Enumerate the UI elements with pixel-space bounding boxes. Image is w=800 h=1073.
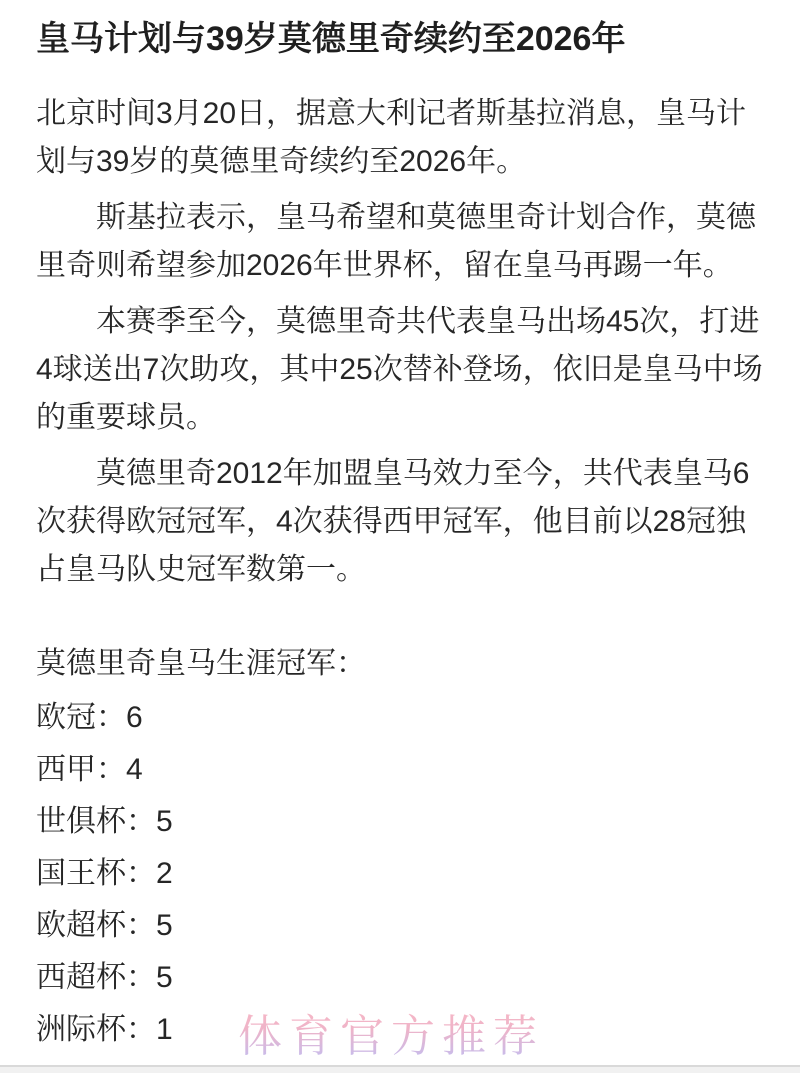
- paragraph-intro: 北京时间3月20日，据意大利记者斯基拉消息，皇马计划与39岁的莫德里奇续约至2026年。: [36, 97, 747, 178]
- trophy-colon: ：: [126, 909, 156, 942]
- trophy-value: 5: [156, 805, 173, 838]
- trophy-colon: ：: [126, 1013, 156, 1046]
- trophy-colon: ：: [96, 753, 126, 786]
- trophies-heading: 莫德里奇皇马生涯冠军：: [36, 647, 366, 680]
- trophy-value: 5: [156, 909, 173, 942]
- sports-recommendation-watermark: 体育官方推荐: [238, 1000, 544, 1064]
- trophy-row-uefa-super-cup: [36, 900, 768, 952]
- paragraph-season-stats: 本赛季至今，莫德里奇共代表皇马出场45次，打进4球送出7次助攻，其中25次替补登场，依旧是皇马中场的重要球员。: [36, 305, 763, 434]
- bottom-divider: [0, 1065, 800, 1073]
- trophy-row-club-world-cup: [36, 796, 768, 848]
- trophy-row-intercontinental-cup: [36, 1004, 768, 1056]
- trophy-value: 1: [156, 1013, 173, 1046]
- trophy-list: [36, 692, 768, 1056]
- trophy-label: 西甲: [36, 753, 96, 786]
- trophy-value: 2: [156, 857, 173, 890]
- trophy-colon: ：: [126, 805, 156, 838]
- trophy-value: 6: [126, 701, 143, 734]
- trophy-colon: ：: [126, 857, 156, 890]
- article-title: 皇马计划与39岁莫德里奇续约至2026年: [36, 20, 626, 58]
- trophy-colon: ：: [96, 701, 126, 734]
- trophy-label: 世俱杯: [36, 805, 126, 838]
- trophy-value: 5: [156, 961, 173, 994]
- trophy-row-laliga: [36, 744, 768, 796]
- trophy-value: 4: [126, 753, 143, 786]
- trophy-label: 洲际杯: [36, 1013, 126, 1046]
- trophy-row-ucl: [36, 692, 768, 744]
- trophy-label: 国王杯: [36, 857, 126, 890]
- trophy-row-spanish-super-cup: [36, 952, 768, 1004]
- paragraph-skira-quote: 斯基拉表示，皇马希望和莫德里奇计划合作，莫德里奇则希望参加2026年世界杯，留在皇马再踢一年。: [36, 201, 756, 282]
- trophy-colon: ：: [126, 961, 156, 994]
- trophy-row-copa-del-rey: [36, 848, 768, 900]
- paragraph-career-titles: 莫德里奇2012年加盟皇马效力至今，共代表皇马6次获得欧冠冠军，4次获得西甲冠军，他目前以28冠独占皇马队史冠军数第一。: [36, 457, 750, 586]
- trophy-label: 欧超杯: [36, 909, 126, 942]
- trophy-label: 欧冠: [36, 701, 96, 734]
- trophy-label: 西超杯: [36, 961, 126, 994]
